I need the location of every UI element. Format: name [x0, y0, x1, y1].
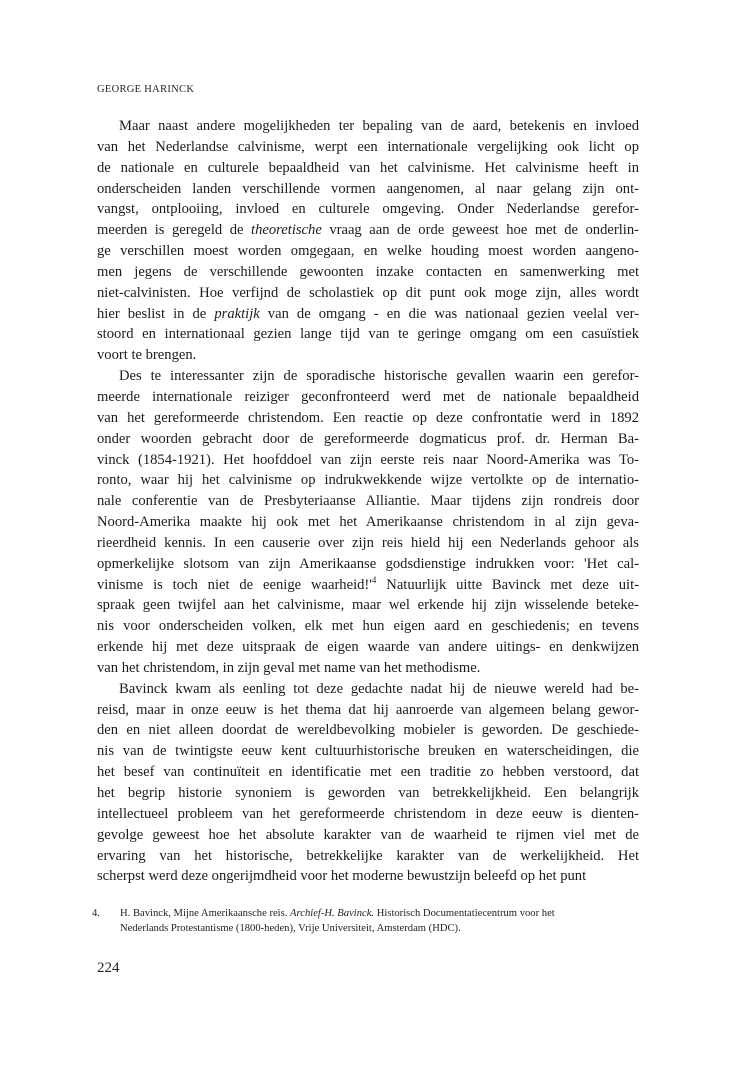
- footnote-ref: 4: [371, 574, 377, 585]
- footnote-line-2: Nederlands Protestantisme (1800-heden), Vrije Universiteit, Amsterdam (HDC).: [120, 922, 461, 934]
- footnote-number: 4.: [92, 908, 100, 919]
- text-segment: vinisme is toch niet de eenige waarheid!': [97, 576, 372, 593]
- text-line: den en niet alleen doordat de wereldbevolking mobieler is geworden. De geschiede-: [97, 722, 639, 739]
- text-line: gevolge geweest hoe het absolute karakter van de waarheid te rijmen viel met de: [97, 826, 639, 843]
- text-line: stoord en internationaal gezien lange tijd van te geringe omgang om een casuïstiek: [97, 326, 639, 343]
- text-line: het begrip historie synoniem is geworden van betrekkelijkheid. Een belangrijk: [97, 785, 639, 801]
- page-number: 224: [97, 960, 120, 976]
- body-text: [97, 116, 639, 887]
- text-line: de nationale en culturele bepaaldheid van het calvinisme. Het calvinisme heeft in: [97, 159, 639, 176]
- text-line: nis voor onderscheiden volken, elk met hun eigen aard en geschiedenis; en tevens: [97, 618, 639, 635]
- text-line: ge verschillen moest worden omgegaan, en welke houding moest worden aangeno-: [97, 243, 639, 260]
- paragraph: [97, 679, 639, 887]
- text-line: erkende hij met deze uitspraak de eigen waarde van andere uitings- en denkwijzen: [97, 639, 639, 656]
- running-head: GEORGE HARINCK: [97, 84, 195, 95]
- text-line: scherpst werd deze ongerijmdheid voor het moderne bewustzijn beleefd op het punt: [97, 868, 587, 885]
- italic-term: praktijk: [214, 305, 260, 322]
- text-line: spraak geen twijfel aan het calvinisme, maar wel erkende hij zijn wisselende beteke-: [97, 597, 639, 614]
- text-line: rieerdheid kennis. In een causerie over zijn reis hield hij een Nederlands gehoor als: [97, 534, 639, 551]
- text-line: van het christendom, in zijn geval met name van het methodisme.: [97, 659, 481, 676]
- text-segment: hier beslist in de: [97, 305, 215, 322]
- text-line: meerde internationale reiziger geconfronteerd werd met de nationale bepaaldheid: [97, 388, 639, 405]
- text-line: Des te interessanter zijn de sporadische historische gevallen waarin een gerefor-: [119, 368, 639, 385]
- text-line: [97, 220, 639, 241]
- text-line: onder woorden gebracht door de gereformeerde dogmaticus prof. dr. Herman Ba-: [97, 430, 639, 447]
- footnote-text-post: Historisch Documentatiecentrum voor het: [374, 908, 555, 919]
- footnote: [92, 907, 642, 936]
- footnote-text-pre: H. Bavinck, Mijne Amerikaansche reis.: [120, 908, 291, 919]
- text-segment: vraag aan de orde geweest hoe met de onderlin-: [321, 222, 639, 239]
- text-line: opmerkelijke slotsom van zijn Amerikaanse godsdienstige indrukken voor: 'Het cal-: [97, 555, 639, 572]
- text-segment: Natuurlijk uitte Bavinck met deze uit-: [376, 576, 639, 593]
- text-line: vangst, ontplooiing, invloed en culturele omgeving. Onder Nederlandse gerefor-: [97, 201, 639, 218]
- text-line: reisd, maar in onze eeuw is het thema dat hij aanroerde van algemeen belang gewor-: [97, 701, 639, 718]
- paragraph: [97, 116, 639, 366]
- footnote-title-italic: Archief-H. Bavinck.: [290, 908, 375, 919]
- text-line: Noord-Amerika maakte hij ook met het Amerikaanse christendom in al zijn geva-: [97, 514, 639, 531]
- text-line: intellectueel probleem van het gereformeerde christendom in deze eeuw is dienten-: [97, 805, 639, 822]
- text-line: van het Nederlandse calvinisme, werpt een internationale vergelijking ook licht op: [97, 138, 639, 155]
- text-line: ronto, waar hij het calvinisme op indrukwekkende wijze vertolkte op de internatio-: [97, 472, 639, 489]
- text-line: ervaring van het historische, betrekkelijke karakter van de werkelijkheid. Het: [97, 847, 639, 864]
- text-line: vinck (1854-1921). Het hoofddoel van zijn eerste reis naar Noord-Amerika was To-: [97, 451, 639, 468]
- text-line: het besef van continuïteit en identificatie met een traditie zo hebben verstoord, dat: [97, 764, 639, 781]
- text-line: voort te brengen.: [97, 347, 197, 364]
- text-line: nis van de twintigste eeuw kent cultuurhistorische breuken en waterscheidingen, die: [97, 743, 639, 760]
- text-line: niet-calvinisten. Hoe verfijnd de scholastiek op dit punt ook moge zijn, alles wordt: [97, 284, 639, 301]
- text-line: onderscheiden landen verschillende vormen aangenomen, al naar gelang zijn ont-: [97, 180, 639, 197]
- text-line: [97, 304, 639, 325]
- text-line: Maar naast andere mogelijkheden ter bepaling van de aard, betekenis en invloed: [119, 118, 639, 134]
- text-line: van het gereformeerde christendom. Een reactie op deze confrontatie werd in 1892: [97, 409, 639, 426]
- text-line: men jegens de verschillende gewoonten inzake contacten en samenwerking met: [97, 263, 639, 280]
- text-segment: meerden is geregeld de: [97, 222, 252, 239]
- paragraph: [97, 366, 639, 679]
- text-line: Bavinck kwam als eenling tot deze gedachte nadat hij de nieuwe wereld had be-: [119, 680, 639, 697]
- text-line: [97, 575, 639, 596]
- text-segment: van de omgang - en die was nationaal gezien veelal ver-: [259, 305, 639, 322]
- italic-term: theoretische: [251, 222, 322, 239]
- text-line: nale conferentie van de Presbyteriaanse Alliantie. Maar tijdens zijn rondreis door: [97, 493, 639, 510]
